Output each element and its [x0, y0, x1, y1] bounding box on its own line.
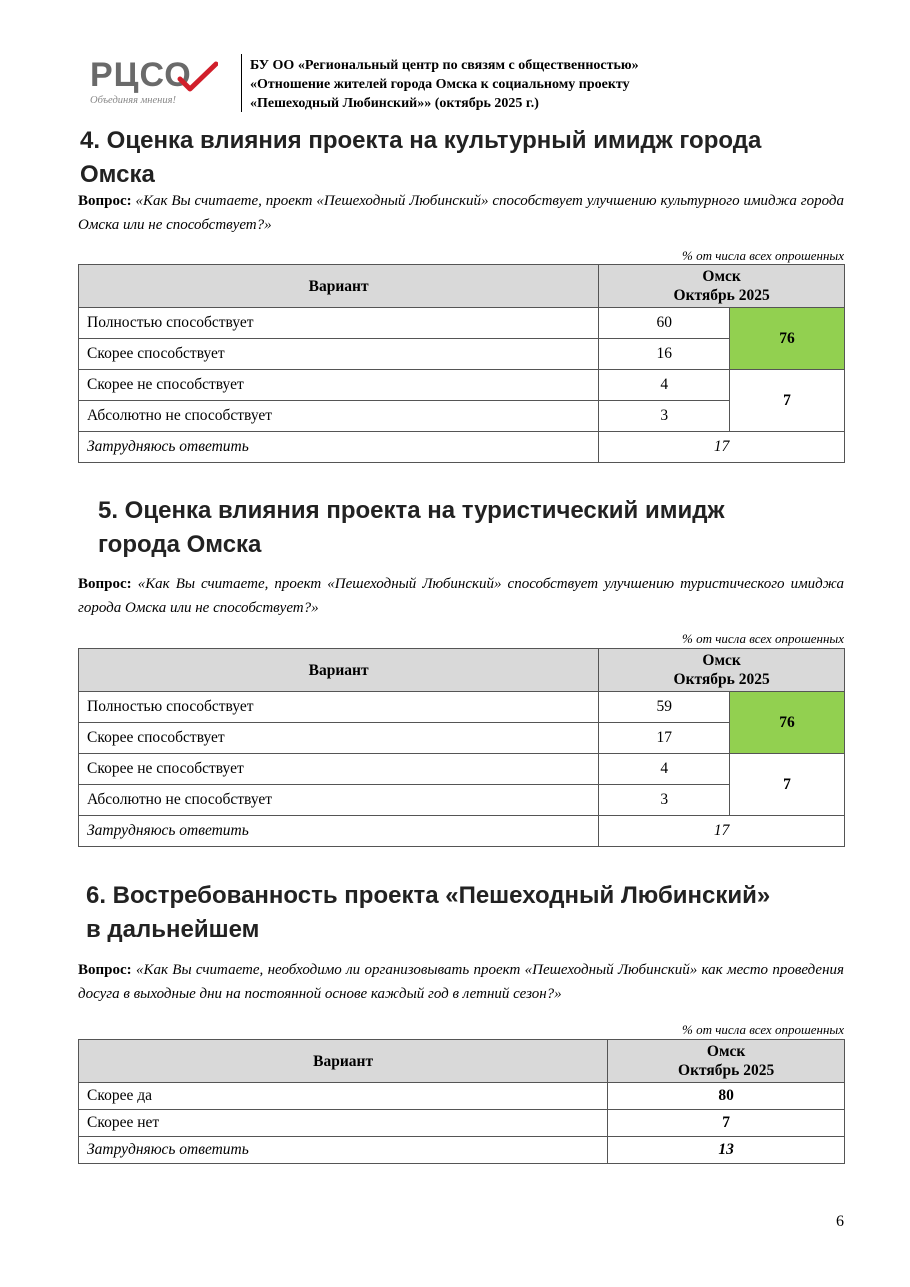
table-row: [79, 816, 845, 847]
table-row: [79, 339, 845, 370]
logo-tagline: Объединяя мнения!: [90, 95, 177, 106]
page-number: 6: [836, 1213, 844, 1230]
column-header-city: Омск Октябрь 2025: [599, 649, 845, 692]
table-row: [79, 1137, 845, 1164]
header-line-2: «Отношение жителей города Омска к социальному проекту: [250, 77, 630, 92]
row-value: 60: [599, 308, 730, 339]
header-line-3: «Пешеходный Любинский»» (октябрь 2025 г.): [250, 96, 539, 111]
table-row: [79, 692, 845, 723]
row-label: Скорее нет: [79, 1110, 608, 1137]
total-positive: 76: [730, 308, 845, 370]
column-header-city: Омск Октябрь 2025: [599, 265, 845, 308]
row-label-hard-to-answer: Затрудняюсь ответить: [79, 432, 599, 463]
section-5-table: [78, 648, 845, 847]
table-row: [79, 785, 845, 816]
table-row: [79, 370, 845, 401]
checkmark-icon: [176, 61, 218, 95]
table-row: [79, 308, 845, 339]
logo-text: РЦСО: [90, 56, 192, 94]
rcso-logo: [88, 56, 228, 108]
row-label-hard-to-answer: Затрудняюсь ответить: [79, 816, 599, 847]
table-row: [79, 723, 845, 754]
page-header: [88, 52, 848, 114]
row-label-hard-to-answer: Затрудняюсь ответить: [79, 1137, 608, 1164]
column-header-variant: Вариант: [79, 649, 599, 692]
row-value: 16: [599, 339, 730, 370]
column-header-variant: Вариант: [79, 1040, 608, 1083]
row-value-hard-to-answer: 17: [599, 432, 845, 463]
section-6-table: [78, 1039, 845, 1164]
total-negative: 7: [730, 754, 845, 816]
row-value: 4: [599, 754, 730, 785]
section-6-title: 6. Востребованность проекта «Пешеходный Любинский» в дальнейшем: [86, 882, 771, 943]
header-line-1: БУ ОО «Региональный центр по связям с общественностью»: [250, 58, 639, 73]
row-value-hard-to-answer: 17: [599, 816, 845, 847]
row-label: Скорее способствует: [79, 339, 599, 370]
section-4-table: [78, 264, 845, 463]
row-value-hard-to-answer: 13: [608, 1137, 845, 1164]
header-divider: [241, 54, 242, 112]
row-value: 3: [599, 401, 730, 432]
table-row: [79, 1083, 845, 1110]
row-value: 59: [599, 692, 730, 723]
section-5-question: Вопрос: «Как Вы считаете, проект «Пешеходный Любинский» способствует улучшению туристического имиджа города Омска или не способствует?»: [78, 576, 844, 616]
table-row: [79, 754, 845, 785]
row-label: Скорее не способствует: [79, 370, 599, 401]
section-5-note: % от числа всех опрошенных: [681, 631, 844, 646]
row-value: 17: [599, 723, 730, 754]
row-label: Полностью способствует: [79, 692, 599, 723]
section-4-question: Вопрос: «Как Вы считаете, проект «Пешеходный Любинский» способствует улучшению культурного имиджа города Омска или не способствует?»: [78, 193, 844, 233]
row-label: Абсолютно не способствует: [79, 401, 599, 432]
row-value: 80: [608, 1083, 845, 1110]
section-4-note: % от числа всех опрошенных: [681, 248, 844, 263]
row-label: Полностью способствует: [79, 308, 599, 339]
total-negative: 7: [730, 370, 845, 432]
row-label: Скорее не способствует: [79, 754, 599, 785]
column-header-variant: Вариант: [79, 265, 599, 308]
column-header-city: Омск Октябрь 2025: [608, 1040, 845, 1083]
row-label: Абсолютно не способствует: [79, 785, 599, 816]
row-value: 3: [599, 785, 730, 816]
section-6-question: Вопрос: «Как Вы считаете, необходимо ли организовывать проект «Пешеходный Любинский» как место проведения досуга в выходные дни на постоянной основе каждый год в летний сезон?»: [78, 962, 844, 1002]
table-row: [79, 1110, 845, 1137]
section-6-note: % от числа всех опрошенных: [681, 1022, 844, 1037]
total-positive: 76: [730, 692, 845, 754]
table-row: [79, 401, 845, 432]
table-row: [79, 432, 845, 463]
row-label: Скорее да: [79, 1083, 608, 1110]
row-label: Скорее способствует: [79, 723, 599, 754]
row-value: 4: [599, 370, 730, 401]
section-4-title: 4. Оценка влияния проекта на культурный имидж города Омска: [80, 127, 762, 188]
row-value: 7: [608, 1110, 845, 1137]
header-org-info: [250, 56, 639, 113]
section-5-title: 5. Оценка влияния проекта на туристический имидж города Омска: [98, 497, 725, 558]
